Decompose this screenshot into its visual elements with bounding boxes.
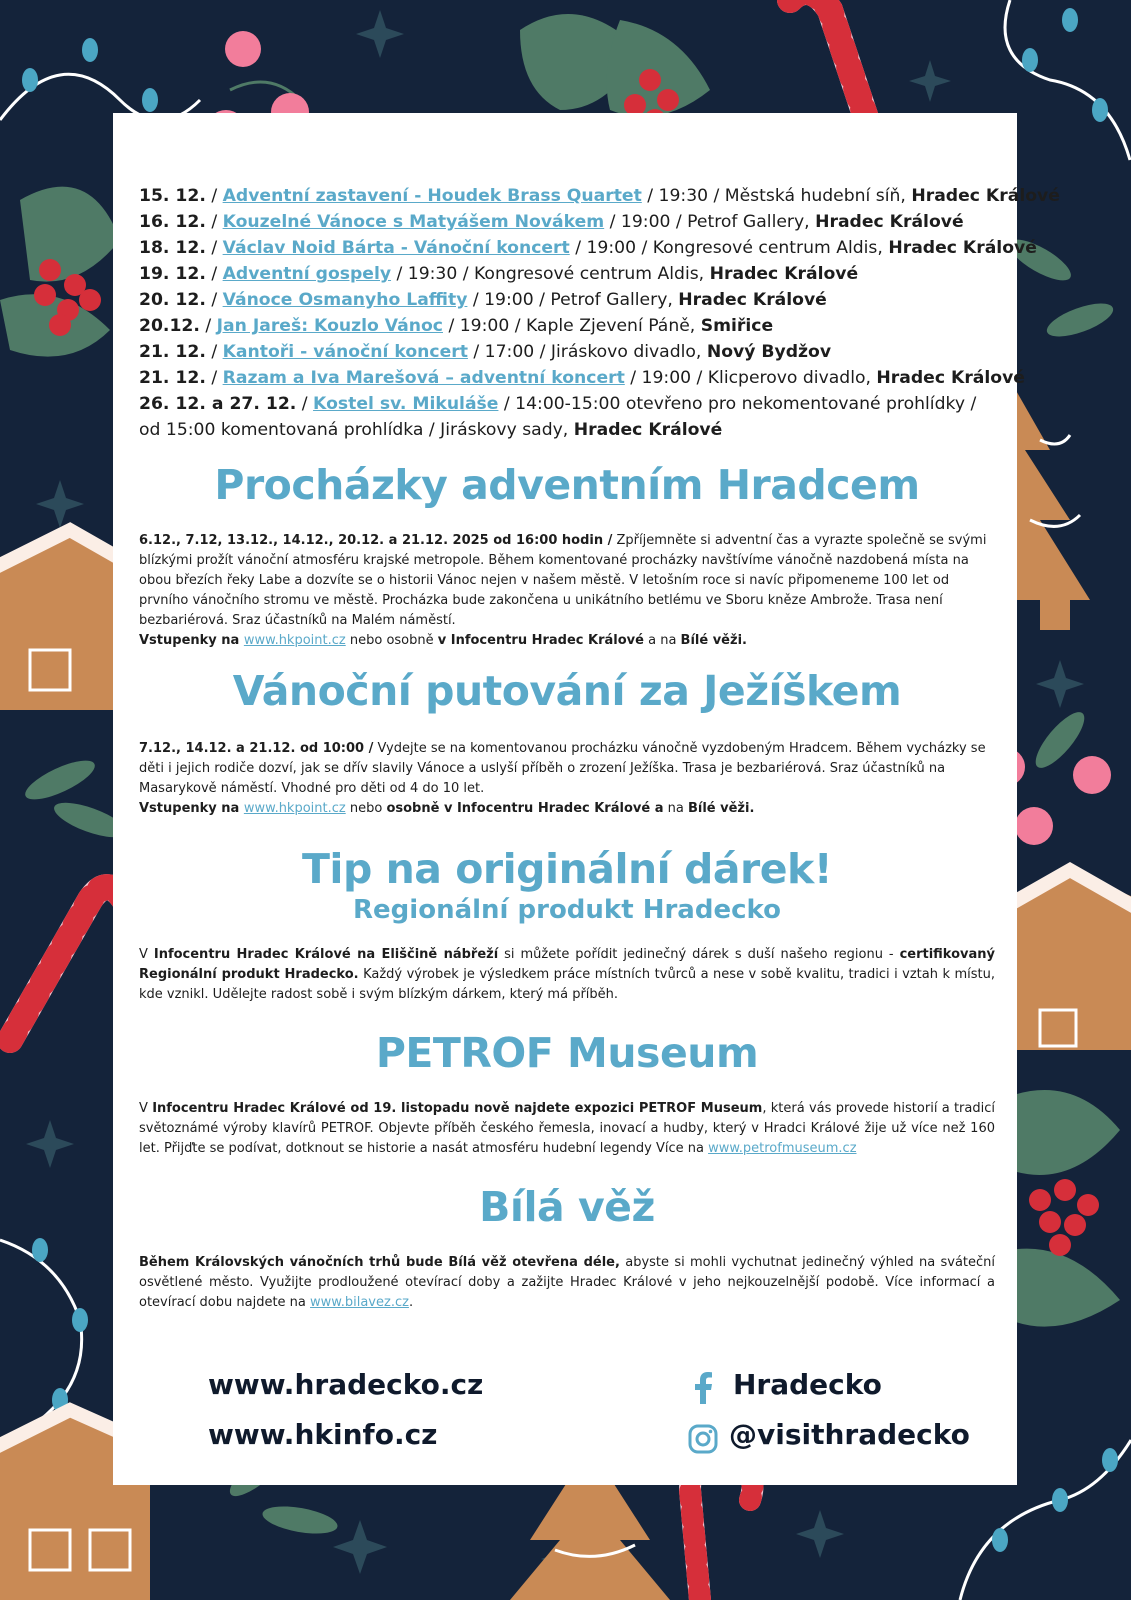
walks-description (139, 531, 995, 651)
event-date: 15. 12. (139, 186, 206, 206)
walks-text: Zpříjemněte si adventní čas a vyrazte společně se svými blízkými prožít vánoční atmosféru krajské metropole. Během komentované procházky navštívíme vánočně nazdobená místa na obou březích řeky Labe a dozvíte se o historii Vánoc nejen v našem městě. V letošním roce si navíc připomeneme 100 let od prvního vánočního stromu ve městě. Procházka bude zakončena u unikátního betlému ve Sboru kněze Ambrože. Trasa není bezbariérová. Sraz účastníků na Malém náměstí. (139, 533, 987, 628)
event-row (139, 261, 995, 287)
tower-heading: Bílá věž (479, 1183, 655, 1231)
event-date: 26. 12. a 27. 12. (139, 394, 297, 414)
event-row (139, 339, 995, 365)
event-city: Hradec Králové (815, 212, 964, 232)
hkpoint-link[interactable]: www.hkpoint.cz (243, 633, 346, 648)
gift-certified: certifikovaný Regionální produkt Hradecko. (139, 947, 996, 982)
event-row (139, 313, 995, 339)
tower-description (139, 1253, 995, 1313)
holly-icon (1000, 1090, 1120, 1327)
gift-place: Infocentru Hradec Králové na Eliščině nábřeží (153, 947, 499, 962)
event-date: 20.12. (139, 316, 200, 336)
petrof-heading: PETROF Museum (375, 1029, 759, 1077)
event-separator: / (205, 264, 223, 284)
tickets-text: a na (643, 633, 681, 648)
event-separator: / (205, 186, 223, 206)
event-separator: / (205, 238, 223, 258)
event-details: / 19:30 / Městská hudební síň, (641, 186, 912, 206)
event-date: 18. 12. (139, 238, 206, 258)
tickets-text: na (663, 801, 688, 816)
petrof-text: , která vás provede historií a tradicí světoznámé výroby klavírů PETROF. Objevte příběh českého řemesla, inovací a hudby, který v Hradci Králové žije už více než 160 let. Přijďte se podívat, dotknout se historie a nasát atmosféru hudební legendy Více na (139, 1101, 995, 1156)
bilavez-link[interactable]: www.bilavez.cz (310, 1295, 409, 1310)
event-details: / 19:00 / Klicperovo divadlo, (624, 368, 877, 388)
event-row (139, 209, 995, 235)
tickets-text: nebo (345, 801, 387, 816)
event-link[interactable]: Kantoři - vánoční koncert (222, 342, 468, 362)
event-date: 20. 12. (139, 290, 206, 310)
event-date: 16. 12. (139, 212, 206, 232)
main-content (139, 183, 1060, 1313)
event-row-continued (139, 417, 995, 443)
event-list (139, 183, 1060, 443)
event-separator: / (205, 290, 223, 310)
event-date: 19. 12. (139, 264, 206, 284)
jesus-text: Vydejte se na komentovanou procházku vánočně vyzdobeným Hradcem. Během vycházky se děti i jejich rodiče dozví, jak se dřív slavily Vánoce a uslyší příběh o zrození Ježíška. Trasa je bezbariérová. Sraz účastníků na Masarykově náměstí. Vhodné pro děti od 4 do 10 let. (139, 741, 986, 796)
gift-text: V (139, 947, 154, 962)
event-details: od 15:00 komentovaná prohlídka / Jiráskovy sady, (139, 420, 574, 440)
event-details: / 14:00-15:00 otevřeno pro nekomentované prohlídky / (498, 394, 977, 414)
tickets-label: Vstupenky na (139, 801, 244, 816)
event-city: Hradec Králové (678, 290, 827, 310)
event-link[interactable]: Kostel sv. Mikuláše (313, 394, 499, 414)
event-row (139, 183, 1060, 209)
event-link[interactable]: Razam a Iva Marešová – adventní koncert (222, 368, 625, 388)
holly-icon (0, 187, 120, 357)
gift-subheading: Regionální produkt Hradecko (353, 895, 781, 925)
event-row (139, 365, 1025, 391)
event-details: / 19:00 / Kaple Zjevení Páně, (443, 316, 701, 336)
event-row (139, 235, 1037, 261)
event-city: Hradec Králové (573, 420, 723, 440)
gift-text: Každý výrobek je výsledkem práce místních tvůrců a nese v sobě kvalitu, tradici i vztah k místu, kde vznikl. Udělejte radost sobě i svým blízkým dárkem, který má příběh. (139, 967, 995, 1002)
event-city: Nový Bydžov (706, 342, 832, 362)
petrofmuseum-link[interactable]: www.petrofmuseum.cz (708, 1141, 857, 1156)
event-details: / 19:30 / Kongresové centrum Aldis, (391, 264, 710, 284)
event-details: / 19:00 / Petrof Gallery, (467, 290, 679, 310)
event-details: / 19:00 / Kongresové centrum Aldis, (569, 238, 889, 258)
event-separator: / (205, 342, 223, 362)
gift-text: si můžete pořídit jedinečný dárek s duší našeho regionu - (498, 947, 900, 962)
event-city: Hradec Králové (709, 264, 859, 284)
event-link[interactable]: Adventní zastavení - Houdek Brass Quartet (222, 186, 642, 206)
event-separator: / (205, 212, 223, 232)
event-row (139, 287, 995, 313)
tower-text: . (408, 1295, 414, 1310)
event-date: 21. 12. (139, 368, 206, 388)
instagram-handle[interactable]: @visithradecko (729, 1418, 970, 1451)
jesus-heading: Vánoční putování za Ježíškem (232, 667, 902, 715)
event-city: Smiřice (700, 316, 774, 336)
petrof-text: V (139, 1101, 153, 1116)
tickets-text: nebo osobně (345, 633, 438, 648)
hkinfo-web-link[interactable]: www.hkinfo.cz (208, 1418, 438, 1451)
gift-description (139, 945, 995, 1005)
jesus-dates: 7.12., 14.12. a 21.12. od 10:00 / (139, 741, 374, 756)
instagram-icon[interactable] (688, 1424, 718, 1454)
petrof-description (139, 1099, 995, 1159)
event-details: / 19:00 / Petrof Gallery, (604, 212, 816, 232)
tickets-label: Vstupenky na (139, 633, 244, 648)
petrof-highlight: Infocentru Hradec Králové od 19. listopadu nově najdete expozici PETROF Museum (152, 1101, 763, 1116)
event-separator: / (205, 368, 223, 388)
event-city: Hradec Králové (876, 368, 1025, 388)
event-link[interactable]: Jan Jareš: Kouzlo Vánoc (216, 316, 443, 336)
tower-highlight: Během Královských vánočních trhů bude Bílá věž otevřena déle, (139, 1255, 620, 1270)
tickets-tower: Bílé věži. (680, 633, 747, 648)
hkpoint-link[interactable]: www.hkpoint.cz (243, 801, 346, 816)
tower-text: abyste si mohli vychutnat jedinečný výhled na sváteční osvětlené město. Využijte prodloužené otevírací doby a zažijte Hradec Králové v jeho nejkouzelnější podobě. Více informací a otevírací dobu najdete na (139, 1255, 995, 1310)
jesus-description (139, 739, 995, 819)
event-link[interactable]: Vánoce Osmanyho Laffity (222, 290, 468, 310)
event-city: Hradec Králové (888, 238, 1037, 258)
event-date: 21. 12. (139, 342, 206, 362)
tickets-tower: Bílé věži. (687, 801, 755, 816)
walks-heading: Procházky adventním Hradcem (214, 461, 920, 509)
event-city: Hradec Králové (911, 186, 1060, 206)
event-link[interactable]: Václav Noid Bárta - Vánoční koncert (222, 238, 570, 258)
facebook-handle[interactable]: Hradecko (733, 1368, 882, 1401)
event-link[interactable]: Kouzelné Vánoce s Matyášem Novákem (222, 212, 605, 232)
hradecko-web-link[interactable]: www.hradecko.cz (208, 1368, 484, 1401)
facebook-icon[interactable] (690, 1372, 716, 1404)
walks-dates: 6.12., 7.12, 13.12., 14.12., 20.12. a 21.12. 2025 od 16:00 hodin / (139, 533, 613, 548)
event-row: 26. 12. a 27. 12. / Kostel sv. Mikuláše / 14:00-15:00 otevřeno pro nekomentované prohlídky / (139, 394, 977, 414)
event-details: / 17:00 / Jiráskovo divadlo, (467, 342, 707, 362)
gift-heading: Tip na originální dárek! (301, 845, 833, 893)
event-separator: / (199, 316, 217, 336)
tickets-place: osobně v Infocentru Hradec Králové a (386, 801, 664, 816)
event-link[interactable]: Adventní gospely (222, 264, 392, 284)
tickets-place: v Infocentru Hradec Králové (437, 633, 644, 648)
